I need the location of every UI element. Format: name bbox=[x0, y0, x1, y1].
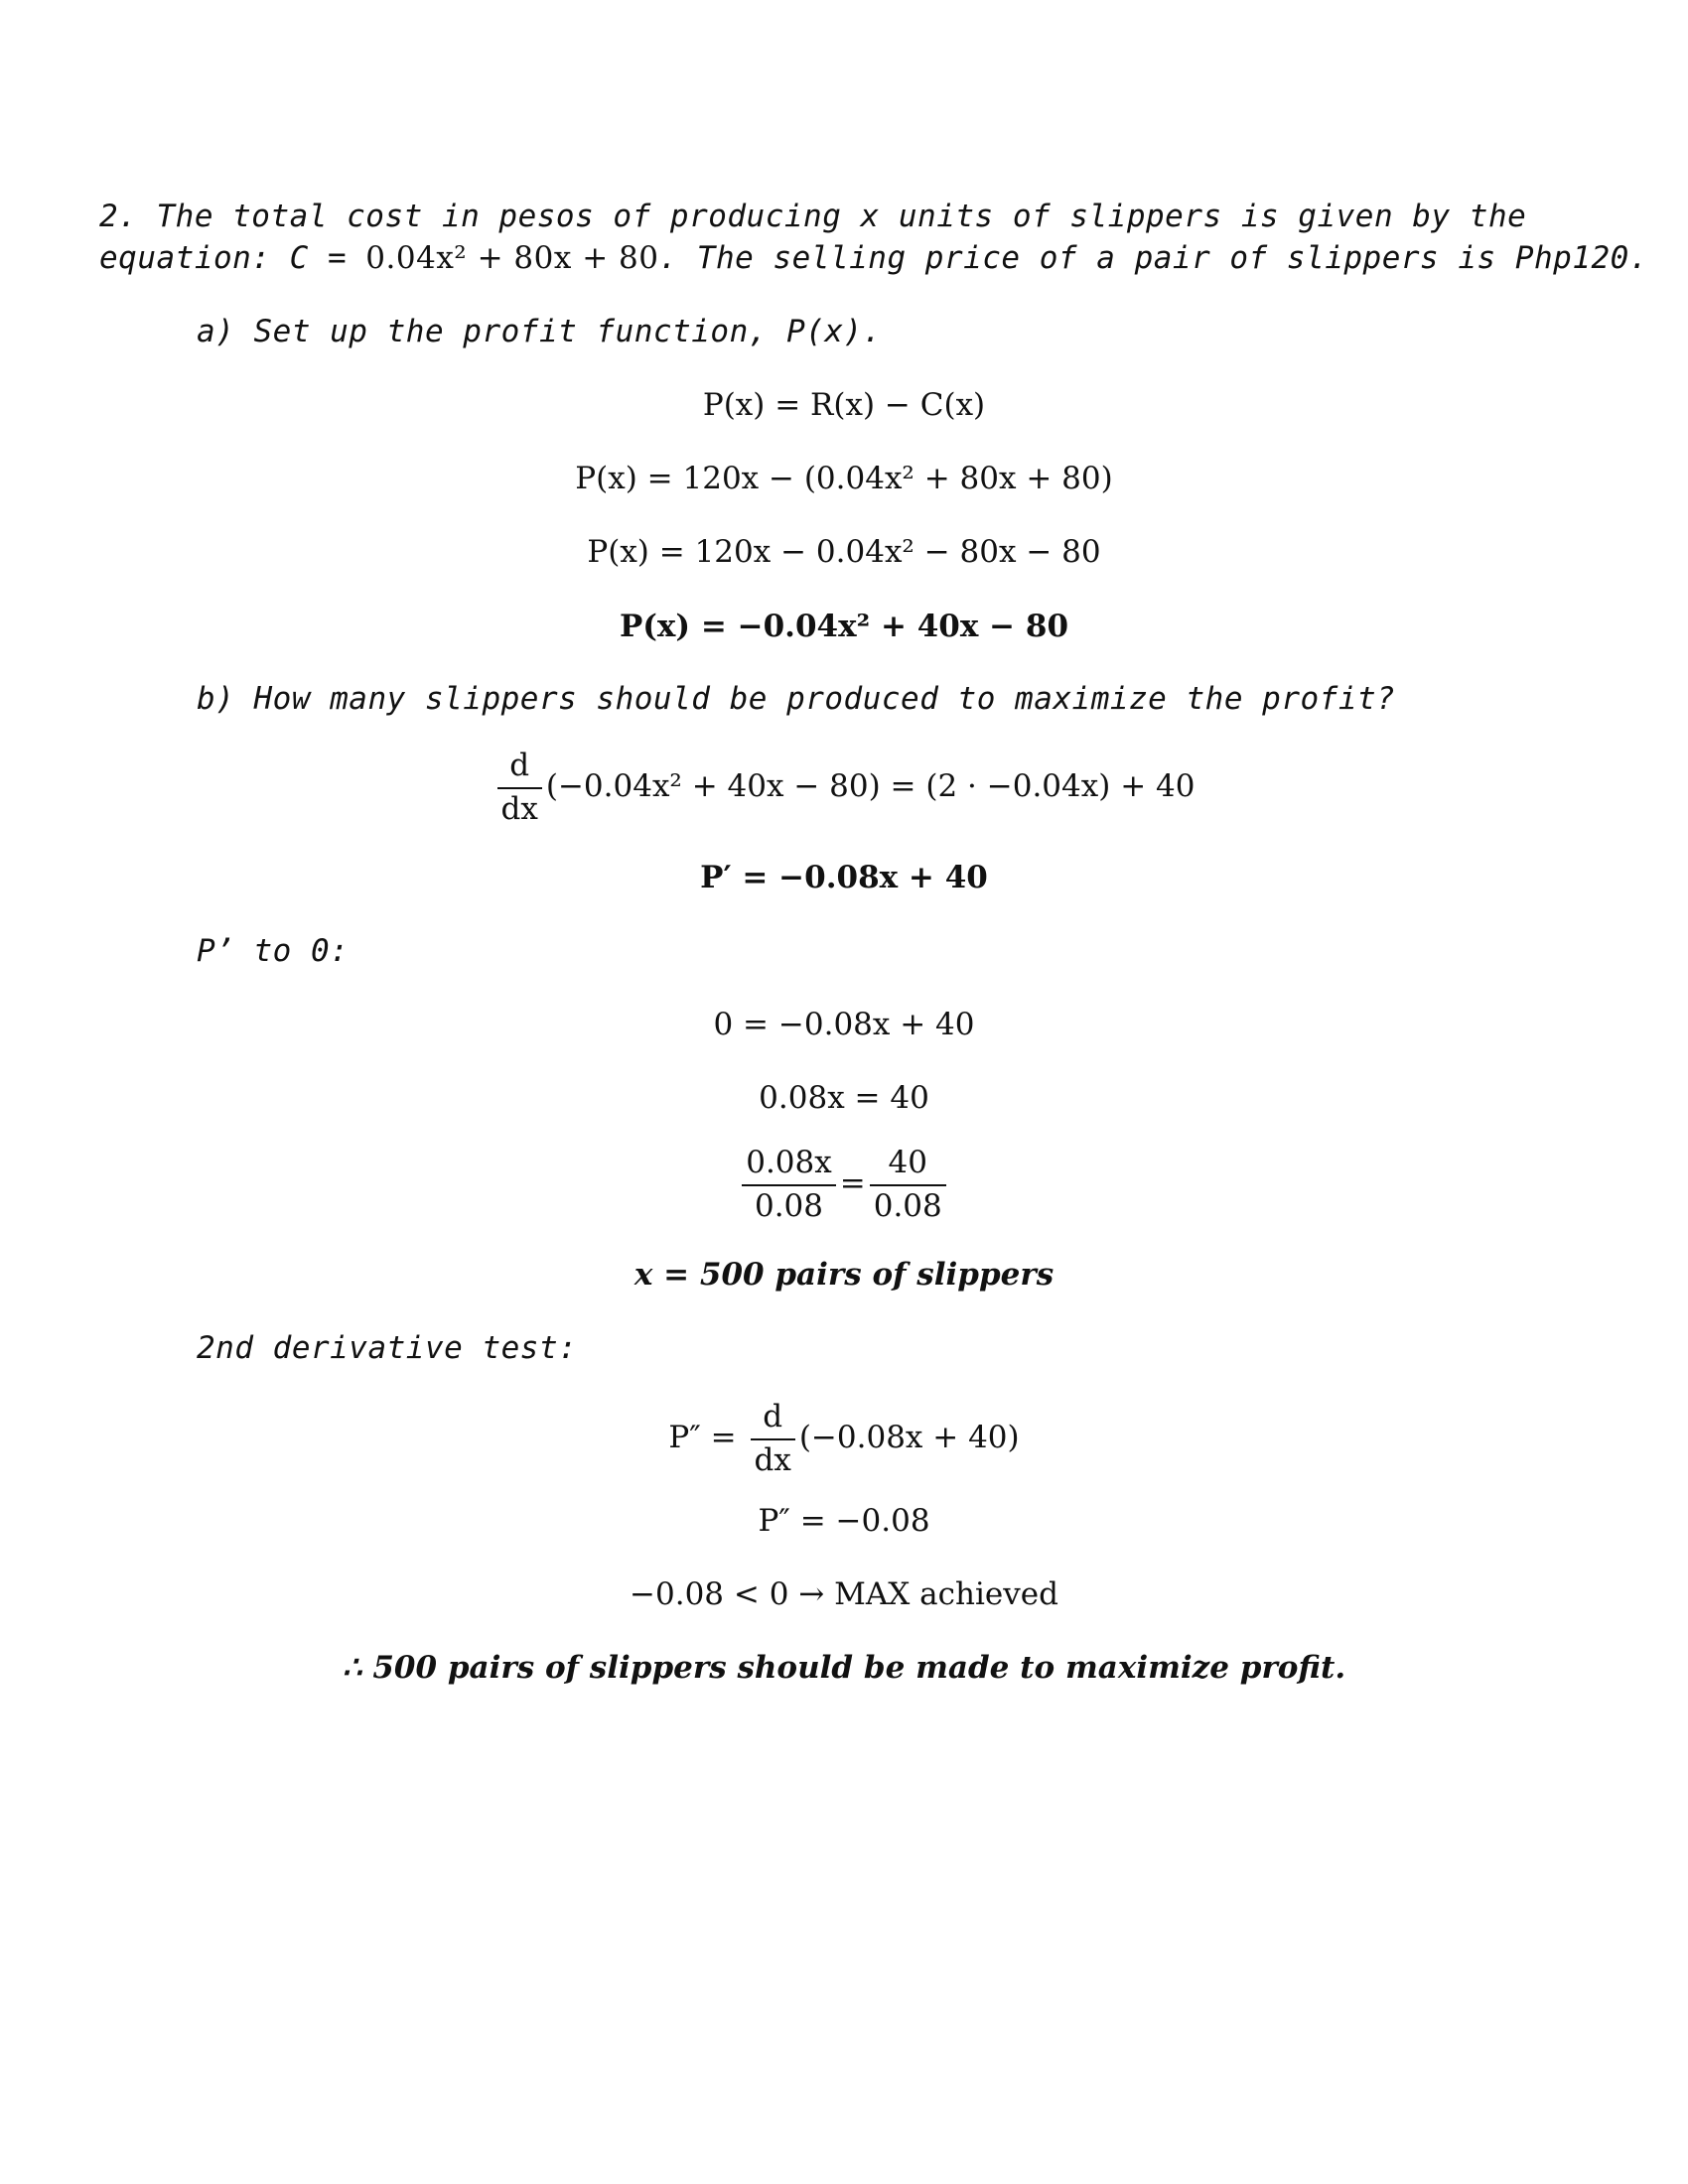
second-derivative-denominator: dx bbox=[754, 1441, 791, 1478]
second-derivative-value: P″ = −0.08 bbox=[758, 1503, 930, 1539]
profit-step-2: P(x) = 120x − (0.04x² + 80x + 80) bbox=[575, 461, 1113, 496]
derivative-numerator: d bbox=[497, 749, 542, 789]
solution-line: x = 500 pairs of slippers bbox=[633, 1257, 1055, 1293]
fraction-right bbox=[870, 1146, 946, 1224]
problem-line-2 bbox=[99, 240, 1648, 276]
profit-step-1: P(x) = R(x) − C(x) bbox=[702, 387, 986, 423]
second-derivative-numerator: d bbox=[751, 1400, 795, 1440]
cost-expression: 0.04x² + 80x + 80 bbox=[365, 240, 659, 276]
derivative-line bbox=[0, 749, 1688, 827]
fraction-left-denominator: 0.08 bbox=[754, 1187, 823, 1224]
fraction-equals: = bbox=[839, 1165, 866, 1202]
profit-function-final: P(x) = −0.04x² + 40x − 80 bbox=[619, 609, 1069, 644]
second-derivative-lhs: P″ = bbox=[668, 1420, 737, 1456]
problem-line-2-suffix: . The selling price of a pair of slippers is Php120. bbox=[658, 240, 1648, 276]
first-derivative: P′ = −0.08x + 40 bbox=[700, 860, 988, 895]
part-b-heading: b) How many slippers should be produced to maximize the profit? bbox=[197, 681, 1396, 717]
fraction-right-denominator: 0.08 bbox=[873, 1187, 942, 1224]
second-test-label: 2nd derivative test: bbox=[197, 1330, 578, 1366]
derivative-expression: (−0.04x² + 40x − 80) = (2 · −0.04x) + 40 bbox=[545, 768, 1196, 805]
derivative-denominator: dx bbox=[500, 790, 538, 827]
fraction-step bbox=[0, 1146, 1688, 1224]
part-a-heading: a) Set up the profit function, P(x). bbox=[197, 314, 882, 349]
second-derivative-line bbox=[0, 1400, 1688, 1478]
problem-line-2-prefix: equation: C = bbox=[99, 240, 366, 276]
conclusion: ∴ 500 pairs of slippers should be made to maximize profit. bbox=[342, 1650, 1346, 1686]
problem-line-1: 2. The total cost in pesos of producing x units of slippers is given by the bbox=[99, 199, 1527, 234]
zero-step-2: 0.08x = 40 bbox=[759, 1080, 929, 1116]
max-check: −0.08 < 0 → MAX achieved bbox=[630, 1576, 1058, 1612]
set-zero-label: P’ to 0: bbox=[197, 933, 350, 969]
zero-step-1: 0 = −0.08x + 40 bbox=[713, 1007, 975, 1042]
fraction-left-numerator: 0.08x bbox=[742, 1146, 836, 1186]
fraction-right-numerator: 40 bbox=[870, 1146, 946, 1186]
profit-step-3: P(x) = 120x − 0.04x² − 80x − 80 bbox=[587, 534, 1101, 570]
second-derivative-expression: (−0.08x + 40) bbox=[798, 1420, 1020, 1456]
second-derivative-operator bbox=[751, 1400, 795, 1478]
derivative-operator bbox=[497, 749, 542, 827]
fraction-left bbox=[742, 1146, 836, 1224]
